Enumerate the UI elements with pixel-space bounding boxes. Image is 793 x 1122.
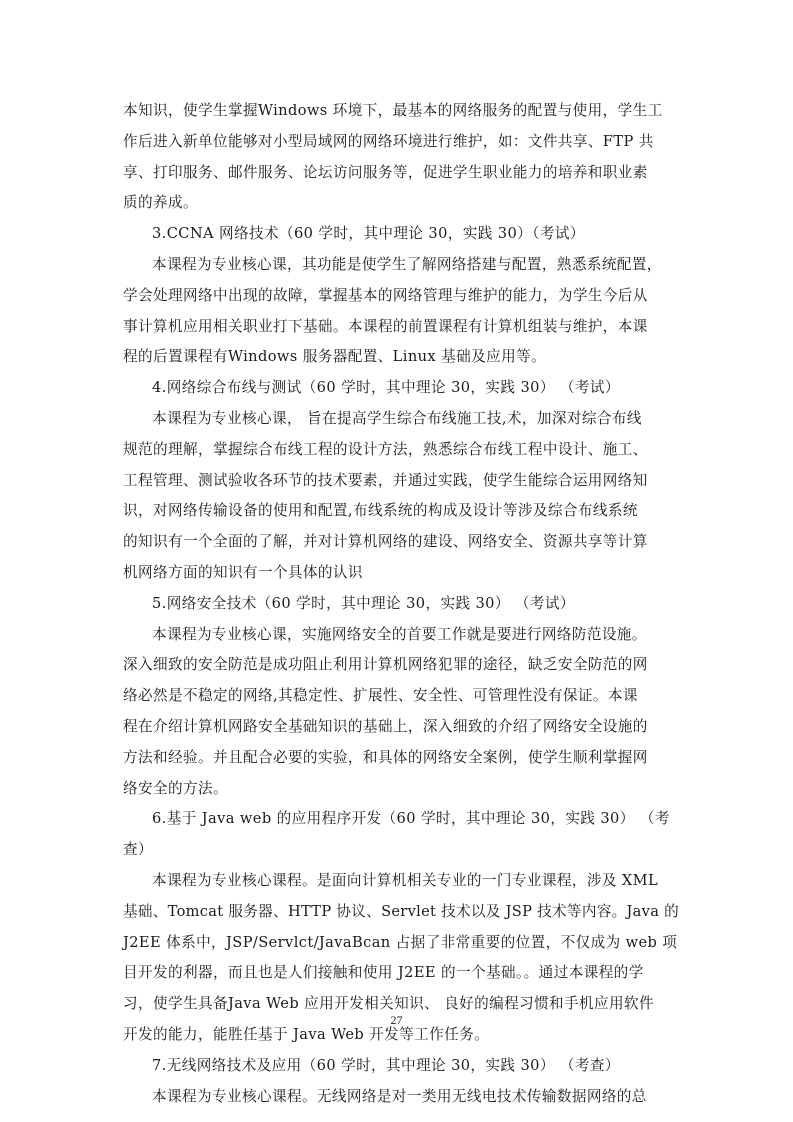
text-line: 作后进入新单位能够对小型局域网的网络环境进行维护，如：文件共享、FTP 共 (123, 132, 654, 150)
text-line: 6.基于 Java web 的应用程序开发（60 学时，其中理论 30，实践 30） （考 (152, 810, 670, 828)
text-line: 本课程为专业核心课， 旨在提高学生综合布线施工技,术，加深对综合布线 (152, 409, 642, 427)
text-line: 的知识有一个全面的了解，并对计算机网络的建设、网络安全、资源共享等计算 (123, 533, 648, 551)
page-number: 27 (390, 1013, 403, 1027)
text-line: 本课程为专业核心课程。无线网络是对一类用无线电技术传输数据网络的总 (152, 1087, 647, 1105)
text-line: 习，使学生具备Java Web 应用开发相关知识、 良好的编程习惯和手机应用软件 (123, 995, 655, 1013)
text-line: 程的后置课程有Windows 服务器配置、Linux 基础及应用等。 (123, 348, 547, 366)
text-line: 本知识，使学生掌握Windows 环境下，最基本的网络服务的配置与使用，学生工 (123, 102, 663, 119)
text-line: 7.无线网络技术及应用（60 学时，其中理论 30，实践 30） （考查） (152, 1056, 620, 1074)
text-line: 查） (123, 841, 153, 859)
text-line: 本课程为专业核心课，其功能是使学生了解网络搭建与配置，熟悉系统配置， (152, 255, 662, 273)
text-line: 深入细致的安全防范是成功阻止利用计算机网络犯罪的途径，缺乏安全防范的网 (123, 656, 648, 674)
text-line: 事计算机应用相关职业打下基础。本课程的前置课程有计算机组装与维护，本课 (123, 317, 648, 335)
text-line: 质的养成。 (123, 194, 198, 212)
text-line: 目开发的利器，而且也是人们接触和使用 J2EE 的一个基础。。通过本课程的学 (123, 964, 644, 982)
text-line: 方法和经验。并且配合必要的实验，和具体的网络安全案例，使学生顺利掌握网 (123, 748, 648, 766)
text-line: 程在介绍计算机网路安全基础知识的基础上，深入细致的介绍了网络安全设施的 (123, 717, 648, 735)
text-line: J2EE 体系中，JSP/Servlct/JavaBcan 占据了非常重要的位置，不仅成为 web 项 (123, 933, 678, 951)
text-line: 络安全的方法。 (123, 779, 228, 797)
text-line: 工程管理、测试验收各环节的技术要素，并通过实践，使学生能综合运用网络知 (123, 471, 648, 489)
text-line: 享、打印服务、邮件服务、论坛访问服务等，促进学生职业能力的培养和职业素 (123, 163, 648, 181)
body-text (123, 96, 679, 1112)
text-line: 本课程为专业核心课程。是面向计算机相关专业的一门专业课程，涉及 XML (152, 871, 659, 889)
text-line: 机网络方面的知识有一个具体的认识 (123, 563, 363, 581)
text-line: 本课程为专业核心课，实施网络安全的首要工作就是要进行网络防范设施。 (152, 625, 647, 643)
text-line: 基础、Tomcat 服务器、HTTP 协议、Servlet 技术以及 JSP 技术等内容。Java 的 (123, 902, 680, 920)
text-line: 4.网络综合布线与测试（60 学时，其中理论 30，实践 30） （考试） (152, 379, 620, 397)
text-line: 络必然是不稳定的网络,其稳定性、扩展性、安全性、可管理性没有保证。本课 (123, 687, 638, 705)
text-line: 开发的能力，能胜任基于 Java Web 开发等工作任务。 (123, 1025, 490, 1043)
text-line: 学会处理网络中出现的故障，掌握基本的网络管理与维护的能力，为学生今后从 (123, 286, 648, 304)
text-line: 5.网络安全技术（60 学时，其中理论 30，实践 30） （考试） (152, 594, 575, 612)
text-line: 规范的理解，掌握综合布线工程的设计方法，熟悉综合布线工程中设计、施工、 (123, 440, 648, 458)
text-line: 3.CCNA 网络技术（60 学时，其中理论 30，实践 30）（考试） (152, 225, 585, 243)
text-line: 识，对网络传输设备的使用和配置,布线系统的构成及设计等涉及综合布线系统 (123, 502, 638, 520)
